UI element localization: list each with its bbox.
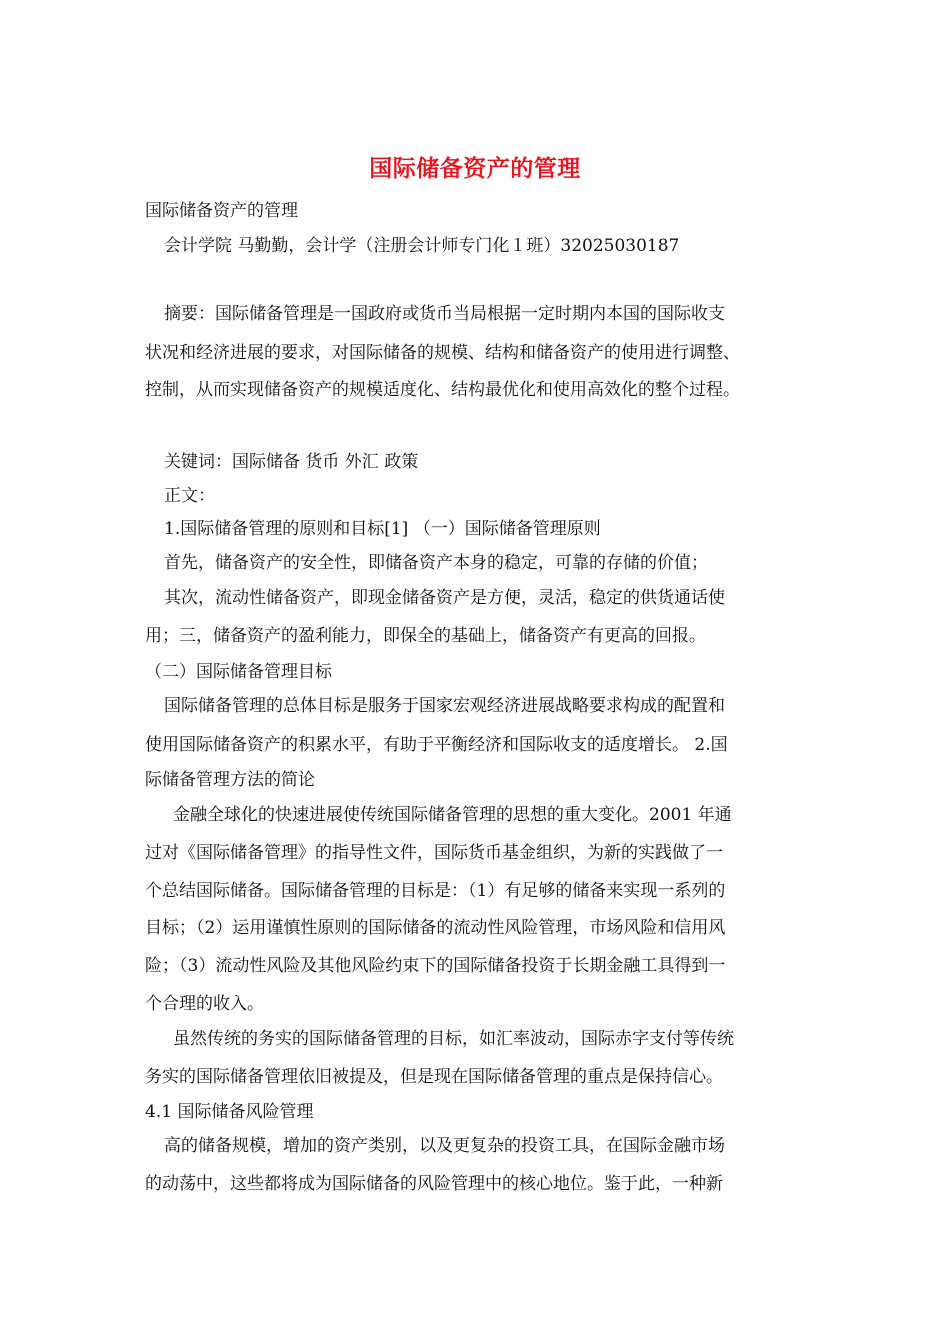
paragraph-line: 高的储备规模，增加的资产类别，以及更复杂的投资工具，在国际金融市场 <box>164 1136 725 1156</box>
paragraph-line: 个总结国际储备。国际储备管理的目标是：（1）有足够的储备来实现一系列的 <box>145 881 726 901</box>
subtitle-line: 国际储备资产的管理 <box>145 201 298 221</box>
paragraph-line: 虽然传统的务实的国际储备管理的目标，如汇率波动，国际赤字支付等传统 <box>173 1029 734 1049</box>
document-title: 国际储备资产的管理 <box>369 156 581 182</box>
abstract-line: 摘要：国际储备管理是一国政府或货币当局根据一定时期内本国的国际收支 <box>164 304 725 324</box>
section-heading: 1.国际储备管理的原则和目标[1] （一）国际储备管理原则 <box>164 519 601 539</box>
body-heading: 正文： <box>164 486 215 506</box>
paragraph-line: 首先，储备资产的安全性，即储备资产本身的稳定，可靠的存储的价值； <box>164 553 708 573</box>
paragraph-line: 使用国际储备资产的积累水平，有助于平衡经济和国际收支的适度增长。 2.国 <box>145 735 728 755</box>
paragraph-line: 目标；（2）运用谨慎性原则的国际储备的流动性风险管理，市场风险和信用风 <box>145 918 726 938</box>
paragraph-line: 的动荡中，这些都将成为国际储备的风险管理中的核心地位。鉴于此，一种新 <box>145 1174 723 1194</box>
paragraph-line: 际储备管理方法的简论 <box>145 770 315 790</box>
keywords-line: 关键词：国际储备 货币 外汇 政策 <box>164 452 419 472</box>
paragraph-line: 金融全球化的快速进展使传统国际储备管理的思想的重大变化。2001 年通 <box>173 805 732 825</box>
author-line: 会计学院 马勤勤，会计学（注册会计师专门化１班）32025030187 <box>164 236 680 256</box>
abstract-line: 状况和经济进展的要求，对国际储备的规模、结构和储备资产的使用进行调整、 <box>145 343 740 363</box>
paragraph-line: 险；（3）流动性风险及其他风险约束下的国际储备投资于长期金融工具得到一 <box>145 956 726 976</box>
subsection-heading: （二）国际储备管理目标 <box>145 662 332 682</box>
paragraph-line: 个合理的收入。 <box>145 994 264 1014</box>
section-heading: 4.1 国际储备风险管理 <box>145 1102 314 1122</box>
paragraph-line: 用；三，储备资产的盈利能力，即保全的基础上，储备资产有更高的回报。 <box>145 626 706 646</box>
abstract-line: 控制，从而实现储备资产的规模适度化、结构最优化和使用高效化的整个过程。 <box>145 380 740 400</box>
paragraph-line: 其次，流动性储备资产，即现金储备资产是方便，灵活，稳定的供货通话使 <box>164 588 725 608</box>
paragraph-line: 务实的国际储备管理依旧被提及，但是现在国际储备管理的重点是保持信心。 <box>145 1067 723 1087</box>
paragraph-line: 过对《国际储备管理》的指导性文件，国际货币基金组织，为新的实践做了一 <box>145 843 723 863</box>
paragraph-line: 国际储备管理的总体目标是服务于国家宏观经济进展战略要求构成的配置和 <box>164 696 725 716</box>
